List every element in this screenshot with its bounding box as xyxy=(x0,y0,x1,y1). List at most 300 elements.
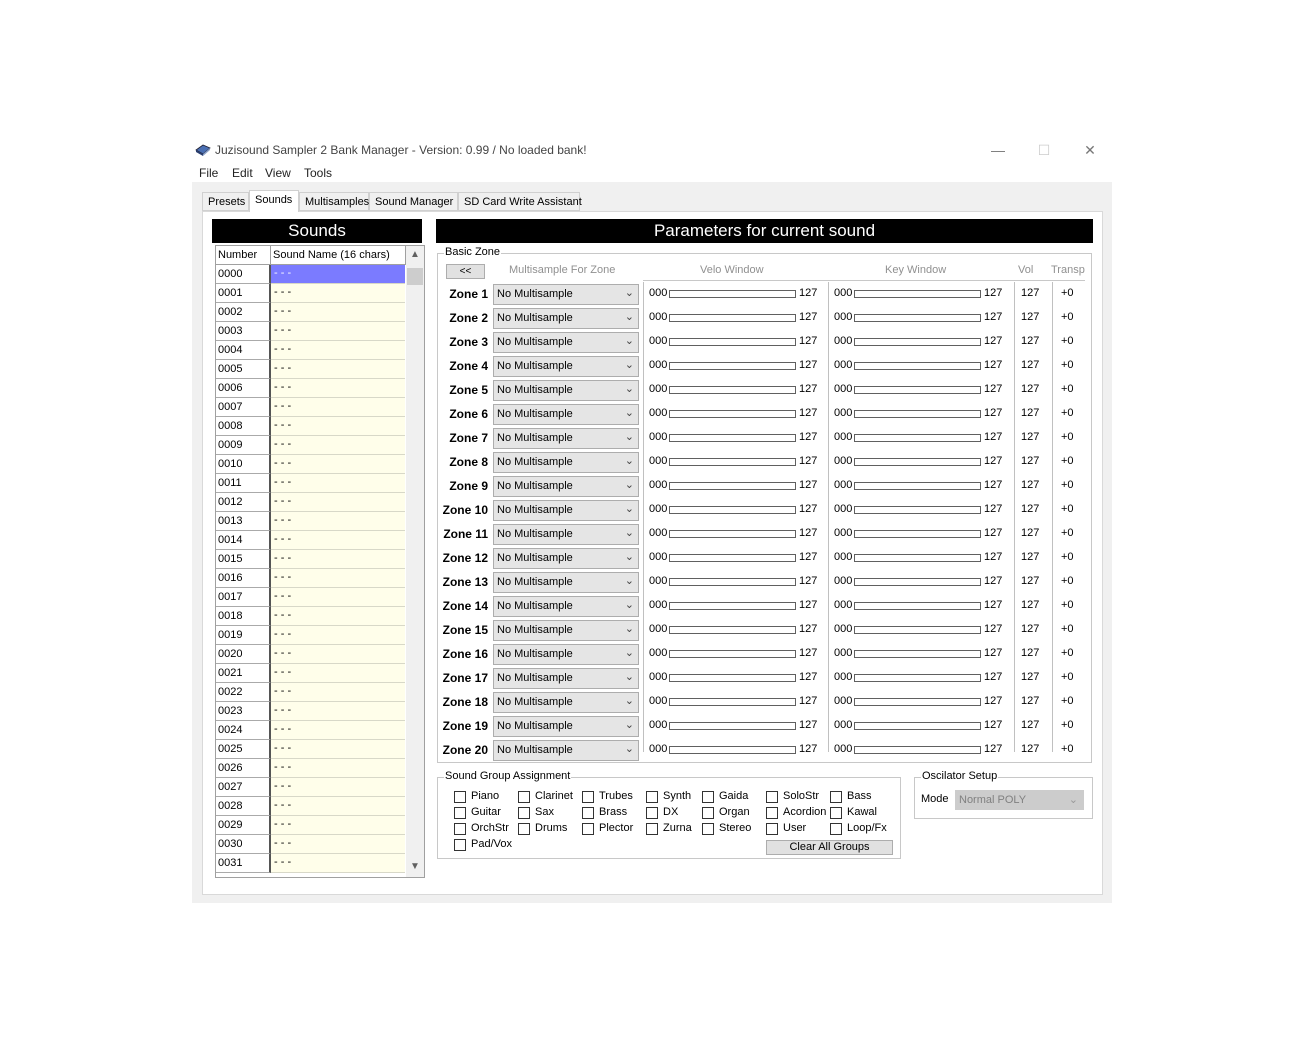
velo-window-slider[interactable] xyxy=(669,482,796,490)
velo-max-value: 127 xyxy=(799,623,818,635)
velo-min-value: 000 xyxy=(649,407,668,419)
tab-presets[interactable]: Presets xyxy=(202,192,249,211)
zone-row xyxy=(438,570,1092,594)
checkbox-icon[interactable] xyxy=(766,791,778,803)
key-window-slider[interactable] xyxy=(854,650,981,658)
key-min-value: 000 xyxy=(834,527,853,539)
vol-value[interactable]: 127 xyxy=(1021,287,1040,299)
transp-value[interactable]: +0 xyxy=(1061,359,1074,371)
scroll-down-icon[interactable]: ▼ xyxy=(410,861,420,872)
sound-number[interactable]: 0016 xyxy=(216,569,271,588)
sound-row[interactable] xyxy=(216,512,406,531)
sound-number[interactable]: 0027 xyxy=(216,778,271,797)
menu-bar xyxy=(192,166,1112,182)
multisample-select[interactable] xyxy=(493,548,639,569)
menu-file[interactable]: File xyxy=(199,166,219,180)
key-window-slider[interactable] xyxy=(854,410,981,418)
sound-number[interactable]: 0003 xyxy=(216,322,271,341)
sound-row[interactable] xyxy=(216,322,406,341)
key-window-slider[interactable] xyxy=(854,746,981,754)
sound-row[interactable] xyxy=(216,550,406,569)
key-window-slider[interactable] xyxy=(854,722,981,730)
multisample-select[interactable] xyxy=(493,284,639,305)
checkbox-icon[interactable] xyxy=(702,791,714,803)
key-window-slider[interactable] xyxy=(854,290,981,298)
vol-value[interactable]: 127 xyxy=(1021,383,1040,395)
sound-number[interactable]: 0028 xyxy=(216,797,271,816)
multisample-select[interactable] xyxy=(493,524,639,545)
checkbox-icon[interactable] xyxy=(702,823,714,835)
sound-name-cell[interactable]: - - - xyxy=(271,531,405,550)
sound-name-cell[interactable]: - - - xyxy=(271,854,405,873)
transp-value[interactable]: +0 xyxy=(1061,647,1074,659)
tab-sd-card-write-assistant[interactable]: SD Card Write Assistant xyxy=(458,192,580,211)
sound-number[interactable]: 0012 xyxy=(216,493,271,512)
sound-name-cell[interactable]: - - - xyxy=(271,550,405,569)
transp-value[interactable]: +0 xyxy=(1061,335,1074,347)
velo-window-slider[interactable] xyxy=(669,650,796,658)
vol-value[interactable]: 127 xyxy=(1021,575,1040,587)
key-window-slider[interactable] xyxy=(854,314,981,322)
multisample-value: No Multisample xyxy=(497,312,573,324)
vol-value[interactable]: 127 xyxy=(1021,599,1040,611)
sound-number[interactable]: 0015 xyxy=(216,550,271,569)
checkbox-icon[interactable] xyxy=(582,807,594,819)
sound-row[interactable] xyxy=(216,417,406,436)
checkbox-icon[interactable] xyxy=(454,823,466,835)
sound-name-cell[interactable]: - - - xyxy=(271,512,405,531)
velo-min-value: 000 xyxy=(649,503,668,515)
sound-number[interactable]: 0013 xyxy=(216,512,271,531)
checkbox-icon[interactable] xyxy=(766,823,778,835)
transp-value[interactable]: +0 xyxy=(1061,479,1074,491)
velo-max-value: 127 xyxy=(799,311,818,323)
checkbox-icon[interactable] xyxy=(830,807,842,819)
checkbox-icon[interactable] xyxy=(646,823,658,835)
tab-multisamples[interactable]: Multisamples xyxy=(299,192,369,211)
key-max-value: 127 xyxy=(984,287,1003,299)
sound-number[interactable]: 0026 xyxy=(216,759,271,778)
group-label: Stereo xyxy=(719,822,752,834)
multisample-select[interactable] xyxy=(493,620,639,641)
header-divider xyxy=(643,280,1085,281)
sound-name-cell[interactable]: - - - xyxy=(271,607,405,626)
group-label: Gaida xyxy=(719,790,749,802)
vol-value[interactable]: 127 xyxy=(1021,647,1040,659)
chevron-down-icon: ⌄ xyxy=(624,503,634,515)
sound-row[interactable] xyxy=(216,835,406,854)
sound-number[interactable]: 0004 xyxy=(216,341,271,360)
velo-max-value: 127 xyxy=(799,503,818,515)
velo-window-slider[interactable] xyxy=(669,338,796,346)
oscillator-setup-label: Oscilator Setup xyxy=(922,770,998,782)
velo-window-slider[interactable] xyxy=(669,626,796,634)
sound-name-cell[interactable]: - - - xyxy=(271,759,405,778)
sound-row[interactable] xyxy=(216,379,406,398)
key-window-slider[interactable] xyxy=(854,506,981,514)
multisample-select[interactable] xyxy=(493,644,639,665)
key-window-slider[interactable] xyxy=(854,530,981,538)
sound-name-cell[interactable]: - - - xyxy=(271,778,405,797)
velo-window-slider[interactable] xyxy=(669,530,796,538)
key-window-slider[interactable] xyxy=(854,482,981,490)
group-label: Plector xyxy=(599,822,634,834)
vol-value[interactable]: 127 xyxy=(1021,623,1040,635)
transp-value[interactable]: +0 xyxy=(1061,599,1074,611)
sound-number[interactable]: 0030 xyxy=(216,835,271,854)
checkbox-icon[interactable] xyxy=(582,791,594,803)
sound-number[interactable]: 0000 xyxy=(216,265,271,284)
sound-row[interactable] xyxy=(216,607,406,626)
sound-row[interactable] xyxy=(216,493,406,512)
velo-window-slider[interactable] xyxy=(669,722,796,730)
multisample-select[interactable] xyxy=(493,452,639,473)
sound-number[interactable]: 0022 xyxy=(216,683,271,702)
key-max-value: 127 xyxy=(984,671,1003,683)
sound-name-cell[interactable]: - - - xyxy=(271,626,405,645)
sound-row[interactable] xyxy=(216,455,406,474)
menu-edit[interactable]: Edit xyxy=(232,166,253,180)
velo-min-value: 000 xyxy=(649,455,668,467)
key-window-slider[interactable] xyxy=(854,338,981,346)
sound-number[interactable]: 0001 xyxy=(216,284,271,303)
vol-value[interactable]: 127 xyxy=(1021,335,1040,347)
back-button[interactable]: << xyxy=(446,264,485,279)
key-min-value: 000 xyxy=(834,743,853,755)
zone-label: Zone 9 xyxy=(449,479,488,493)
sound-name-cell[interactable]: - - - xyxy=(271,265,405,284)
multisample-select[interactable] xyxy=(493,356,639,377)
vol-value[interactable]: 127 xyxy=(1021,551,1040,563)
sound-name-cell[interactable]: - - - xyxy=(271,683,405,702)
chevron-down-icon: ⌄ xyxy=(624,335,634,347)
key-window-slider[interactable] xyxy=(854,434,981,442)
sound-number[interactable]: 0005 xyxy=(216,360,271,379)
sound-number[interactable]: 0007 xyxy=(216,398,271,417)
key-max-value: 127 xyxy=(984,551,1003,563)
key-min-value: 000 xyxy=(834,503,853,515)
sound-number[interactable]: 0021 xyxy=(216,664,271,683)
sound-name-cell[interactable]: - - - xyxy=(271,398,405,417)
key-window-slider[interactable] xyxy=(854,458,981,466)
sound-name-cell[interactable]: - - - xyxy=(271,835,405,854)
velo-window-slider[interactable] xyxy=(669,674,796,682)
sound-row[interactable] xyxy=(216,816,406,835)
checkbox-icon[interactable] xyxy=(518,807,530,819)
group-label: Guitar xyxy=(471,806,501,818)
sound-name-cell[interactable]: - - - xyxy=(271,474,405,493)
sound-name-cell[interactable]: - - - xyxy=(271,702,405,721)
sound-row[interactable] xyxy=(216,436,406,455)
multisample-select[interactable] xyxy=(493,692,639,713)
checkbox-icon[interactable] xyxy=(454,791,466,803)
checkbox-icon[interactable] xyxy=(702,807,714,819)
velo-window-slider[interactable] xyxy=(669,746,796,754)
transp-value[interactable]: +0 xyxy=(1061,455,1074,467)
vol-value[interactable]: 127 xyxy=(1021,503,1040,515)
velo-max-value: 127 xyxy=(799,695,818,707)
close-button[interactable]: ✕ xyxy=(1084,142,1096,158)
sound-row[interactable] xyxy=(216,360,406,379)
group-label: Drums xyxy=(535,822,568,834)
key-window-slider[interactable] xyxy=(854,554,981,562)
transp-value[interactable]: +0 xyxy=(1061,503,1074,515)
sound-row[interactable] xyxy=(216,341,406,360)
sound-number[interactable]: 0009 xyxy=(216,436,271,455)
sound-row[interactable] xyxy=(216,721,406,740)
title-bar[interactable] xyxy=(192,136,1112,166)
sound-name-cell[interactable]: - - - xyxy=(271,816,405,835)
sound-number[interactable]: 0025 xyxy=(216,740,271,759)
sound-row[interactable] xyxy=(216,474,406,493)
sound-number[interactable]: 0024 xyxy=(216,721,271,740)
multisample-select[interactable] xyxy=(493,740,639,761)
transp-value[interactable]: +0 xyxy=(1061,407,1074,419)
zone-label: Zone 18 xyxy=(442,695,488,709)
sound-name-cell[interactable]: - - - xyxy=(271,569,405,588)
list-scrollbar[interactable] xyxy=(406,246,424,877)
velo-window-slider[interactable] xyxy=(669,314,796,322)
velo-window-slider[interactable] xyxy=(669,602,796,610)
velo-window-slider[interactable] xyxy=(669,434,796,442)
transp-value[interactable]: +0 xyxy=(1061,719,1074,731)
sound-number[interactable]: 0018 xyxy=(216,607,271,626)
velo-window-slider[interactable] xyxy=(669,386,796,394)
separator xyxy=(1014,282,1015,752)
velo-window-slider[interactable] xyxy=(669,506,796,514)
sound-row[interactable] xyxy=(216,398,406,417)
key-window-slider[interactable] xyxy=(854,578,981,586)
velo-window-slider[interactable] xyxy=(669,698,796,706)
column-header-sound-name[interactable]: Sound Name (16 chars) xyxy=(271,246,406,265)
velo-max-value: 127 xyxy=(799,287,818,299)
scroll-up-icon[interactable]: ▲ xyxy=(410,249,420,260)
vol-value[interactable]: 127 xyxy=(1021,719,1040,731)
zone-row xyxy=(438,690,1092,714)
sound-name-cell[interactable]: - - - xyxy=(271,721,405,740)
multisample-select[interactable] xyxy=(493,308,639,329)
velo-window-slider[interactable] xyxy=(669,458,796,466)
key-max-value: 127 xyxy=(984,575,1003,587)
sound-row[interactable] xyxy=(216,778,406,797)
key-max-value: 127 xyxy=(984,455,1003,467)
velo-max-value: 127 xyxy=(799,407,818,419)
vol-value[interactable]: 127 xyxy=(1021,431,1040,443)
sound-row[interactable] xyxy=(216,645,406,664)
zone-label: Zone 7 xyxy=(449,431,488,445)
mode-value: Normal POLY xyxy=(959,794,1027,806)
sounds-header: Sounds xyxy=(212,219,422,243)
sound-name-cell[interactable]: - - - xyxy=(271,645,405,664)
transp-value[interactable]: +0 xyxy=(1061,575,1074,587)
sound-row[interactable] xyxy=(216,664,406,683)
vol-value[interactable]: 127 xyxy=(1021,455,1040,467)
sound-name-cell[interactable]: - - - xyxy=(271,455,405,474)
key-window-slider[interactable] xyxy=(854,698,981,706)
sound-number[interactable]: 0008 xyxy=(216,417,271,436)
sounds-list[interactable] xyxy=(215,245,425,878)
transp-value[interactable]: +0 xyxy=(1061,383,1074,395)
velo-min-value: 000 xyxy=(649,311,668,323)
multisample-select[interactable] xyxy=(493,332,639,353)
sound-row[interactable] xyxy=(216,265,406,284)
zone-row xyxy=(438,282,1092,306)
sound-group-label: Sound Group Assignment xyxy=(445,770,571,782)
velo-max-value: 127 xyxy=(799,575,818,587)
vol-value[interactable]: 127 xyxy=(1021,311,1040,323)
transp-value[interactable]: +0 xyxy=(1061,623,1074,635)
velo-window-slider[interactable] xyxy=(669,362,796,370)
transp-value[interactable]: +0 xyxy=(1061,527,1074,539)
vol-value[interactable]: 127 xyxy=(1021,479,1040,491)
chevron-down-icon: ⌄ xyxy=(624,527,634,539)
zone-row xyxy=(438,306,1092,330)
sound-row[interactable] xyxy=(216,569,406,588)
sound-row[interactable] xyxy=(216,797,406,816)
chevron-down-icon: ⌄ xyxy=(624,695,634,707)
menu-tools[interactable]: Tools xyxy=(304,166,333,180)
key-window-slider[interactable] xyxy=(854,674,981,682)
sound-row[interactable] xyxy=(216,854,406,873)
minimize-button[interactable]: — xyxy=(991,142,1005,158)
chevron-down-icon: ⌄ xyxy=(624,431,634,443)
transp-value[interactable]: +0 xyxy=(1061,287,1074,299)
checkbox-icon[interactable] xyxy=(766,807,778,819)
sound-name-cell[interactable]: - - - xyxy=(271,417,405,436)
checkbox-icon[interactable] xyxy=(518,823,530,835)
sound-number[interactable]: 0029 xyxy=(216,816,271,835)
checkbox-icon[interactable] xyxy=(582,823,594,835)
multisample-select[interactable] xyxy=(493,404,639,425)
vol-value[interactable]: 127 xyxy=(1021,359,1040,371)
key-window-slider[interactable] xyxy=(854,362,981,370)
zone-label: Zone 1 xyxy=(449,287,488,301)
velo-max-value: 127 xyxy=(799,479,818,491)
key-window-slider[interactable] xyxy=(854,386,981,394)
vol-value[interactable]: 127 xyxy=(1021,743,1040,755)
checkbox-icon[interactable] xyxy=(646,791,658,803)
column-header-number[interactable]: Number xyxy=(216,246,271,265)
sound-name-cell[interactable]: - - - xyxy=(271,588,405,607)
sound-row[interactable] xyxy=(216,683,406,702)
sound-row[interactable] xyxy=(216,626,406,645)
sound-row[interactable] xyxy=(216,531,406,550)
sound-name-cell[interactable]: - - - xyxy=(271,303,405,322)
checkbox-icon[interactable] xyxy=(646,807,658,819)
zone-row xyxy=(438,402,1092,426)
chevron-down-icon: ⌄ xyxy=(624,383,634,395)
menu-view[interactable]: View xyxy=(265,166,291,180)
sound-number[interactable]: 0031 xyxy=(216,854,271,873)
multisample-select[interactable] xyxy=(493,500,639,521)
checkbox-icon[interactable] xyxy=(518,791,530,803)
tab-sounds[interactable]: Sounds xyxy=(249,190,299,212)
zone-label: Zone 17 xyxy=(442,671,488,685)
multisample-select[interactable] xyxy=(493,596,639,617)
sound-number[interactable]: 0019 xyxy=(216,626,271,645)
multisample-select[interactable] xyxy=(493,428,639,449)
basic-zone-group xyxy=(437,246,1092,763)
zone-row xyxy=(438,426,1092,450)
sound-name-cell[interactable]: - - - xyxy=(271,436,405,455)
sound-name-cell[interactable]: - - - xyxy=(271,797,405,816)
sound-number[interactable]: 0020 xyxy=(216,645,271,664)
column-vol: Vol xyxy=(1018,264,1034,276)
sound-name-cell[interactable]: - - - xyxy=(271,284,405,303)
sound-name-cell[interactable]: - - - xyxy=(271,379,405,398)
velo-window-slider[interactable] xyxy=(669,554,796,562)
sound-row[interactable] xyxy=(216,303,406,322)
sound-name-cell[interactable]: - - - xyxy=(271,740,405,759)
zone-row xyxy=(438,330,1092,354)
sound-number[interactable]: 0017 xyxy=(216,588,271,607)
checkbox-icon[interactable] xyxy=(830,791,842,803)
checkbox-icon[interactable] xyxy=(454,839,466,851)
transp-value[interactable]: +0 xyxy=(1061,551,1074,563)
checkbox-icon[interactable] xyxy=(454,807,466,819)
multisample-select[interactable] xyxy=(493,716,639,737)
transp-value[interactable]: +0 xyxy=(1061,311,1074,323)
sound-row[interactable] xyxy=(216,702,406,721)
sound-number[interactable]: 0011 xyxy=(216,474,271,493)
checkbox-icon[interactable] xyxy=(830,823,842,835)
vol-value[interactable]: 127 xyxy=(1021,695,1040,707)
sound-row[interactable] xyxy=(216,740,406,759)
transp-value[interactable]: +0 xyxy=(1061,743,1074,755)
sound-number[interactable]: 0010 xyxy=(216,455,271,474)
sound-number[interactable]: 0006 xyxy=(216,379,271,398)
transp-value[interactable]: +0 xyxy=(1061,431,1074,443)
clear-all-groups-button[interactable]: Clear All Groups xyxy=(766,840,893,855)
sound-name-cell[interactable]: - - - xyxy=(271,341,405,360)
mode-select[interactable] xyxy=(955,790,1084,810)
vol-value[interactable]: 127 xyxy=(1021,527,1040,539)
multisample-value: No Multisample xyxy=(497,408,573,420)
key-min-value: 000 xyxy=(834,287,853,299)
velo-window-slider[interactable] xyxy=(669,410,796,418)
velo-min-value: 000 xyxy=(649,383,668,395)
key-window-slider[interactable] xyxy=(854,602,981,610)
sound-number[interactable]: 0023 xyxy=(216,702,271,721)
sound-name-cell[interactable]: - - - xyxy=(271,322,405,341)
transp-value[interactable]: +0 xyxy=(1061,695,1074,707)
sound-row[interactable] xyxy=(216,759,406,778)
multisample-value: No Multisample xyxy=(497,600,573,612)
sound-name-cell[interactable]: - - - xyxy=(271,360,405,379)
tab-sound-manager[interactable]: Sound Manager xyxy=(369,192,458,211)
transp-value[interactable]: +0 xyxy=(1061,671,1074,683)
key-max-value: 127 xyxy=(984,719,1003,731)
velo-window-slider[interactable] xyxy=(669,290,796,298)
maximize-button[interactable]: ☐ xyxy=(1037,142,1051,158)
group-label: Pad/Vox xyxy=(471,838,512,850)
vol-value[interactable]: 127 xyxy=(1021,671,1040,683)
multisample-select[interactable] xyxy=(493,572,639,593)
multisample-select[interactable] xyxy=(493,476,639,497)
sound-name-cell[interactable]: - - - xyxy=(271,664,405,683)
multisample-select[interactable] xyxy=(493,380,639,401)
key-window-slider[interactable] xyxy=(854,626,981,634)
sound-row[interactable] xyxy=(216,284,406,303)
sound-row[interactable] xyxy=(216,588,406,607)
sound-number[interactable]: 0002 xyxy=(216,303,271,322)
sound-name-cell[interactable]: - - - xyxy=(271,493,405,512)
multisample-select[interactable] xyxy=(493,668,639,689)
velo-window-slider[interactable] xyxy=(669,578,796,586)
scrollbar-thumb[interactable] xyxy=(407,268,423,285)
vol-value[interactable]: 127 xyxy=(1021,407,1040,419)
sound-number[interactable]: 0014 xyxy=(216,531,271,550)
